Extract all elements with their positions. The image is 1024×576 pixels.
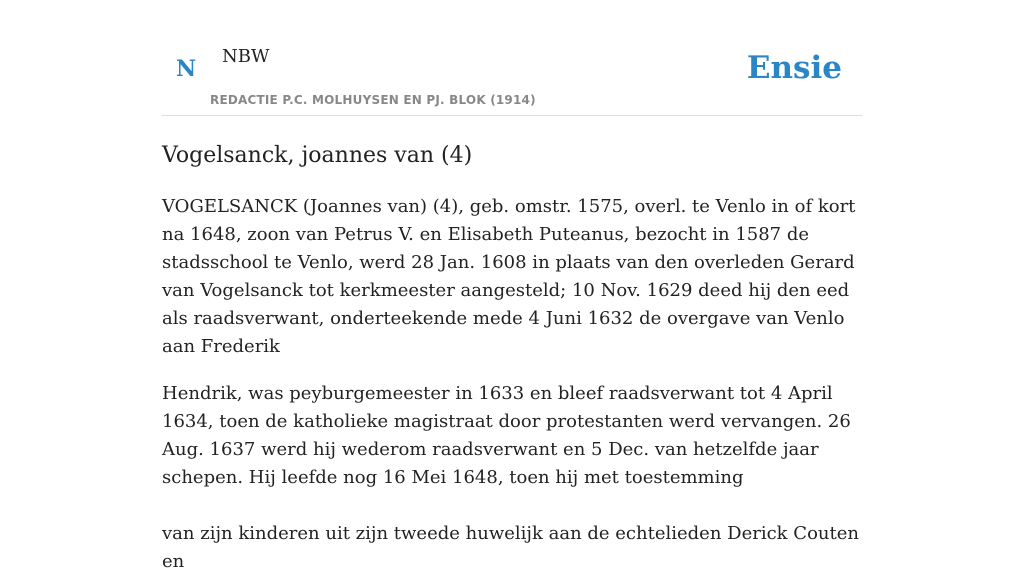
page-header [162, 0, 862, 116]
editors-subtitle: REDACTIE P.C. MOLHUYSEN EN PJ. BLOK (1914) [210, 93, 536, 107]
article-title: Vogelsanck, joannes van (4) [162, 143, 473, 168]
ensie-logo[interactable]: Ensie [746, 50, 842, 86]
article-paragraph-1: VOGELSANCK (Joannes van) (4), geb. omstr. 1575, overl. te Venlo in of kort na 1648, zoon van Petrus V. en Elisabeth Puteanus, bezocht in 1587 de stadsschool te Venlo, werd 28 Jan. 1608 in plaats van den overleden Gerard van Vogelsanck tot kerkmeester aangesteld; 10 Nov. 1629 deed hij den eed als raadsverwant, onderteekende mede 4 Juni 1632 de overgave van Venlo aan Frederik [162, 196, 856, 357]
page-container [162, 0, 862, 576]
article-paragraph-2: Hendrik, was peyburgemeester in 1633 en bleef raadsverwant tot 4 April 1634, toen de katholieke magistraat door protestanten werd vervangen. 26 Aug. 1637 werd hij wederom raadsverwant en 5 Dec. van hetzelfde jaar schepen. Hij leefde nog 16 Mei 1648, toen hij met toestemming [162, 383, 851, 488]
article-paragraph-3: van zijn kinderen uit zijn tweede huwelijk aan de echtelieden Derick Couten en [162, 523, 859, 572]
nbw-logo-letter[interactable]: N [176, 56, 197, 82]
book-title[interactable]: NBW [222, 46, 270, 67]
